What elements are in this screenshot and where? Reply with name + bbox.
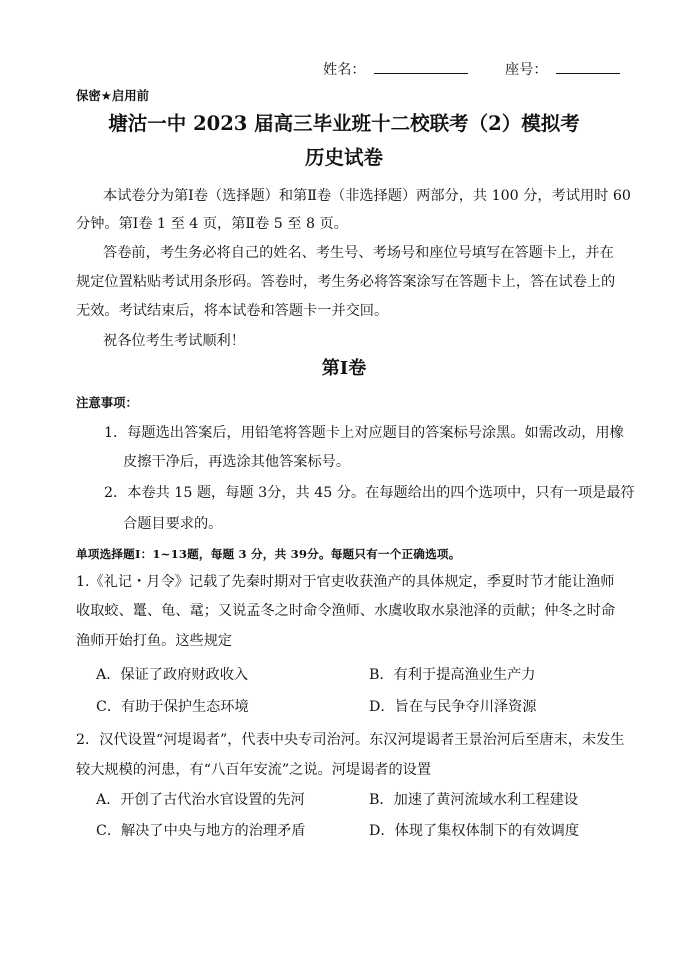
exam-subtitle: 历史试卷 xyxy=(304,146,383,169)
section-title: 第Ⅰ卷 xyxy=(321,358,367,379)
question-group-label: 单项选择题Ⅰ：1~13题，每题 3 分，共 39分。每题只有一个正确选项。 xyxy=(76,547,461,561)
option-d[interactable]: D．体现了集权体制下的有效调度 xyxy=(369,823,580,839)
exam-title: 塘沽一中 2023 届高三毕业班十二校联考（2）模拟考 xyxy=(108,112,580,135)
seat-field-group xyxy=(505,59,620,80)
option-a[interactable]: A．开创了古代治水官设置的先河 xyxy=(96,792,305,808)
intro-line: 规定位置粘贴考试用条形码。答卷时，考生务必将答案涂写在答题卡上，答在试卷上的 xyxy=(76,274,616,290)
intro-line: 本试卷分为第Ⅰ卷（选择题）和第Ⅱ卷（非选择题）两部分，共 100 分，考试用时 60 xyxy=(103,188,631,204)
option-c[interactable]: C．解决了中央与地方的治理矛盾 xyxy=(96,823,306,839)
option-c[interactable]: C．有助于保护生态环境 xyxy=(96,699,249,715)
question-stem: 收取蛟、鼍、龟、鼋；又说孟冬之时命令渔师、水虞收取水泉池泽的贡献；仲冬之时命 xyxy=(76,603,616,619)
intro-line: 答卷前，考生务必将自己的姓名、考生号、考场号和座位号填写在答题卡上，并在 xyxy=(103,245,614,261)
secret-mark: 保密★启用前 xyxy=(76,88,150,103)
seat-label: 座号： xyxy=(505,62,548,78)
option-b[interactable]: B．有利于提高渔业生产力 xyxy=(369,667,536,683)
question-stem: 2．汉代设置“河堤谒者”，代表中央专司治河。东汉河堤谒者王景治河后至唐末，未发生 xyxy=(76,732,625,748)
notice-item-cont: 合题目要求的。 xyxy=(123,516,223,532)
option-d[interactable]: D．旨在与民争夺川泽资源 xyxy=(369,699,537,715)
question-stem: 渔师开始打鱼。这些规定 xyxy=(76,633,233,649)
question-stem: 1.《礼记・月令》记载了先秦时期对于官吏收获渔产的具体规定，季夏时节才能让渔师 xyxy=(76,574,615,590)
intro-line: 无效。考试结束后，将本试卷和答题卡一并交回。 xyxy=(76,303,389,319)
notice-item: 1．每题选出答案后，用铅笔将答题卡上对应题目的答案标号涂黑。如需改动，用橡 xyxy=(104,425,624,441)
notice-item: 2．本卷共 15 题，每题 3分，共 45 分。在每题给出的四个选项中，只有一项是最符 xyxy=(104,485,635,501)
good-luck-line: 祝各位考生考试顺利！ xyxy=(103,333,245,349)
question-stem: 较大规模的河患，有“八百年安流”之说。河堤谒者的设置 xyxy=(76,762,432,778)
intro-line: 分钟。第Ⅰ卷 1 至 4 页，第Ⅱ卷 5 至 8 页。 xyxy=(76,216,348,232)
seat-blank-line[interactable] xyxy=(556,59,620,74)
notice-item-cont: 皮擦干净后，再选涂其他答案标号。 xyxy=(123,454,351,470)
name-label: 姓名： xyxy=(323,62,366,78)
name-blank-line[interactable] xyxy=(374,59,468,74)
option-b[interactable]: B．加速了黄河流域水利工程建设 xyxy=(369,792,579,808)
option-a[interactable]: A．保证了政府财政收入 xyxy=(96,667,249,683)
notice-label: 注意事项： xyxy=(76,395,138,410)
name-field-group xyxy=(323,59,468,80)
